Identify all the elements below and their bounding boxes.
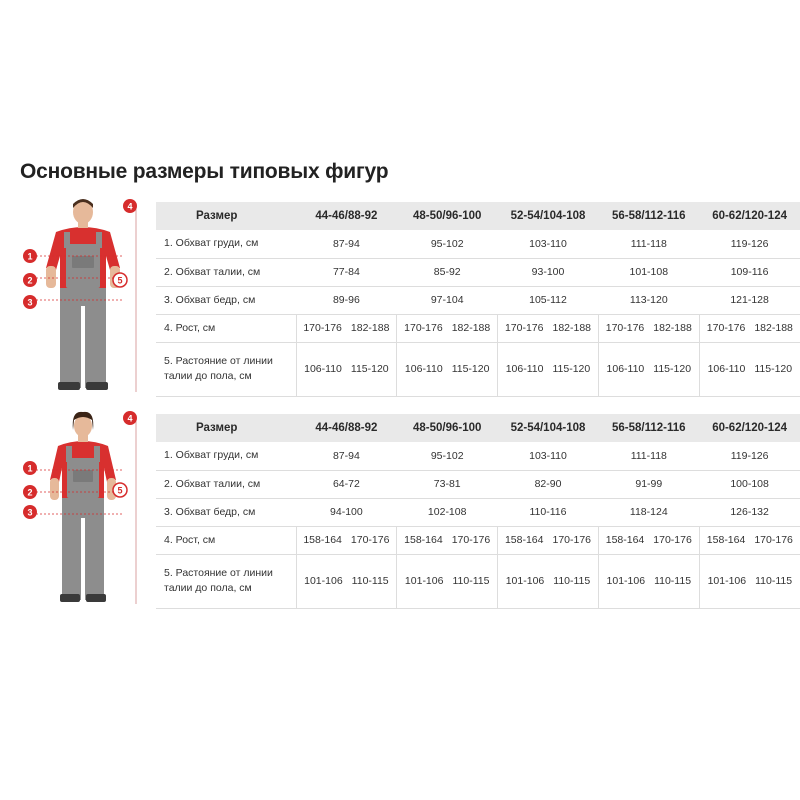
svg-text:5: 5 <box>117 275 123 286</box>
table-cell: 77-84 <box>296 258 397 286</box>
table-cell: 111-118 <box>598 230 699 258</box>
table-cell: 103-110 <box>498 230 599 258</box>
table-cell: 73-81 <box>397 470 498 498</box>
table-cell: 121-128 <box>699 286 800 314</box>
row-label: 2. Обхват талии, см <box>156 470 296 498</box>
size-header: 56-58/112-116 <box>612 210 686 222</box>
row-label: 4. Рост, см <box>156 314 296 342</box>
table-cell: 158-164 170-176 <box>397 526 498 554</box>
table-cell: 101-106 110-115 <box>699 554 800 608</box>
table-cell: 170-176 182-188 <box>296 314 397 342</box>
men-size-section <box>0 196 800 396</box>
row-label: 1. Обхват груди, см <box>156 442 296 470</box>
table-cell: 95-102 <box>397 442 498 470</box>
table-cell: 87-94 <box>296 230 397 258</box>
marker-waist <box>23 273 37 287</box>
size-header: 48-50/96-100 <box>412 422 482 434</box>
table-cell: 158-164 170-176 <box>498 526 599 554</box>
table-cell: 94-100 <box>296 498 397 526</box>
table-cell: 158-164 170-176 <box>699 526 800 554</box>
women-size-table <box>156 414 800 609</box>
table-cell: 64-72 <box>296 470 397 498</box>
table-cell: 110-116 <box>498 498 599 526</box>
table-cell: 85-92 <box>397 258 498 286</box>
page-title: Основные размеры типовых фигур <box>20 160 389 183</box>
table-cell: 101-106 110-115 <box>498 554 599 608</box>
table-cell: 87-94 <box>296 442 397 470</box>
size-header: 44-46/88-92 <box>315 210 378 222</box>
table-cell: 106-110 115-120 <box>699 342 800 396</box>
marker-waist-to-floor <box>113 273 127 287</box>
table-cell: 170-176 182-188 <box>598 314 699 342</box>
male-figure-illustration <box>14 196 144 396</box>
table-cell: 106-110 115-120 <box>498 342 599 396</box>
table-cell: 111-118 <box>598 442 699 470</box>
table-cell: 170-176 182-188 <box>699 314 800 342</box>
table-row <box>156 258 800 286</box>
row-label: 3. Обхват бедр, см <box>156 498 296 526</box>
table-cell: 118-124 <box>598 498 699 526</box>
table-cell: 102-108 <box>397 498 498 526</box>
table-row <box>156 314 800 342</box>
marker-height <box>123 199 137 213</box>
marker-hips <box>23 295 37 309</box>
table-cell: 101-108 <box>598 258 699 286</box>
row-label: 4. Рост, см <box>156 526 296 554</box>
marker-waist <box>23 485 37 499</box>
row-label: 5. Растояние от линии талии до пола, см <box>156 342 296 396</box>
table-row <box>156 498 800 526</box>
size-header: 60-62/120-124 <box>712 422 787 434</box>
svg-text:4: 4 <box>127 413 133 424</box>
table-row <box>156 526 800 554</box>
table-header-row <box>156 202 800 230</box>
table-cell: 106-110 115-120 <box>397 342 498 396</box>
table-cell: 101-106 110-115 <box>397 554 498 608</box>
table-row <box>156 470 800 498</box>
table-row <box>156 230 800 258</box>
marker-hips <box>23 505 37 519</box>
table-row <box>156 554 800 608</box>
row-label: 3. Обхват бедр, см <box>156 286 296 314</box>
table-cell: 126-132 <box>699 498 800 526</box>
table-cell: 106-110 115-120 <box>598 342 699 396</box>
marker-waist-to-floor <box>113 483 127 497</box>
table-cell: 119-126 <box>699 230 800 258</box>
svg-text:1: 1 <box>27 463 33 474</box>
size-header: 60-62/120-124 <box>712 210 787 222</box>
svg-text:3: 3 <box>27 507 33 518</box>
table-cell: 101-106 110-115 <box>598 554 699 608</box>
women-size-section <box>0 408 800 608</box>
table-cell: 95-102 <box>397 230 498 258</box>
row-label: 1. Обхват груди, см <box>156 230 296 258</box>
size-header: 52-54/104-108 <box>510 210 586 222</box>
table-row <box>156 342 800 396</box>
marker-chest <box>23 461 37 475</box>
size-header-label: Размер <box>196 422 238 434</box>
table-cell: 113-120 <box>598 286 699 314</box>
table-cell: 158-164 170-176 <box>598 526 699 554</box>
table-cell: 91-99 <box>598 470 699 498</box>
table-cell: 103-110 <box>498 442 599 470</box>
svg-text:2: 2 <box>27 487 33 498</box>
table-cell: 93-100 <box>498 258 599 286</box>
size-header: 52-54/104-108 <box>510 422 586 434</box>
table-cell: 82-90 <box>498 470 599 498</box>
men-size-table <box>156 202 800 397</box>
svg-text:1: 1 <box>27 251 33 262</box>
svg-text:4: 4 <box>127 201 133 212</box>
female-figure-illustration <box>14 408 144 608</box>
table-row <box>156 442 800 470</box>
table-cell: 170-176 182-188 <box>397 314 498 342</box>
row-label: 2. Обхват талии, см <box>156 258 296 286</box>
table-cell: 89-96 <box>296 286 397 314</box>
size-header-label: Размер <box>196 210 238 222</box>
table-cell: 97-104 <box>397 286 498 314</box>
table-cell: 170-176 182-188 <box>498 314 599 342</box>
table-cell: 105-112 <box>498 286 599 314</box>
table-row <box>156 286 800 314</box>
table-cell: 101-106 110-115 <box>296 554 397 608</box>
marker-height <box>123 411 137 425</box>
svg-text:3: 3 <box>27 297 33 308</box>
marker-chest <box>23 249 37 263</box>
svg-text:2: 2 <box>27 275 33 286</box>
table-cell: 158-164 170-176 <box>296 526 397 554</box>
table-cell: 106-110 115-120 <box>296 342 397 396</box>
size-header: 56-58/112-116 <box>612 422 686 434</box>
table-cell: 109-116 <box>699 258 800 286</box>
row-label: 5. Растояние от линии талии до пола, см <box>156 554 296 608</box>
svg-text:5: 5 <box>117 485 123 496</box>
table-header-row <box>156 414 800 442</box>
table-cell: 119-126 <box>699 442 800 470</box>
size-header: 48-50/96-100 <box>412 210 482 222</box>
size-header: 44-46/88-92 <box>315 422 378 434</box>
table-cell: 100-108 <box>699 470 800 498</box>
